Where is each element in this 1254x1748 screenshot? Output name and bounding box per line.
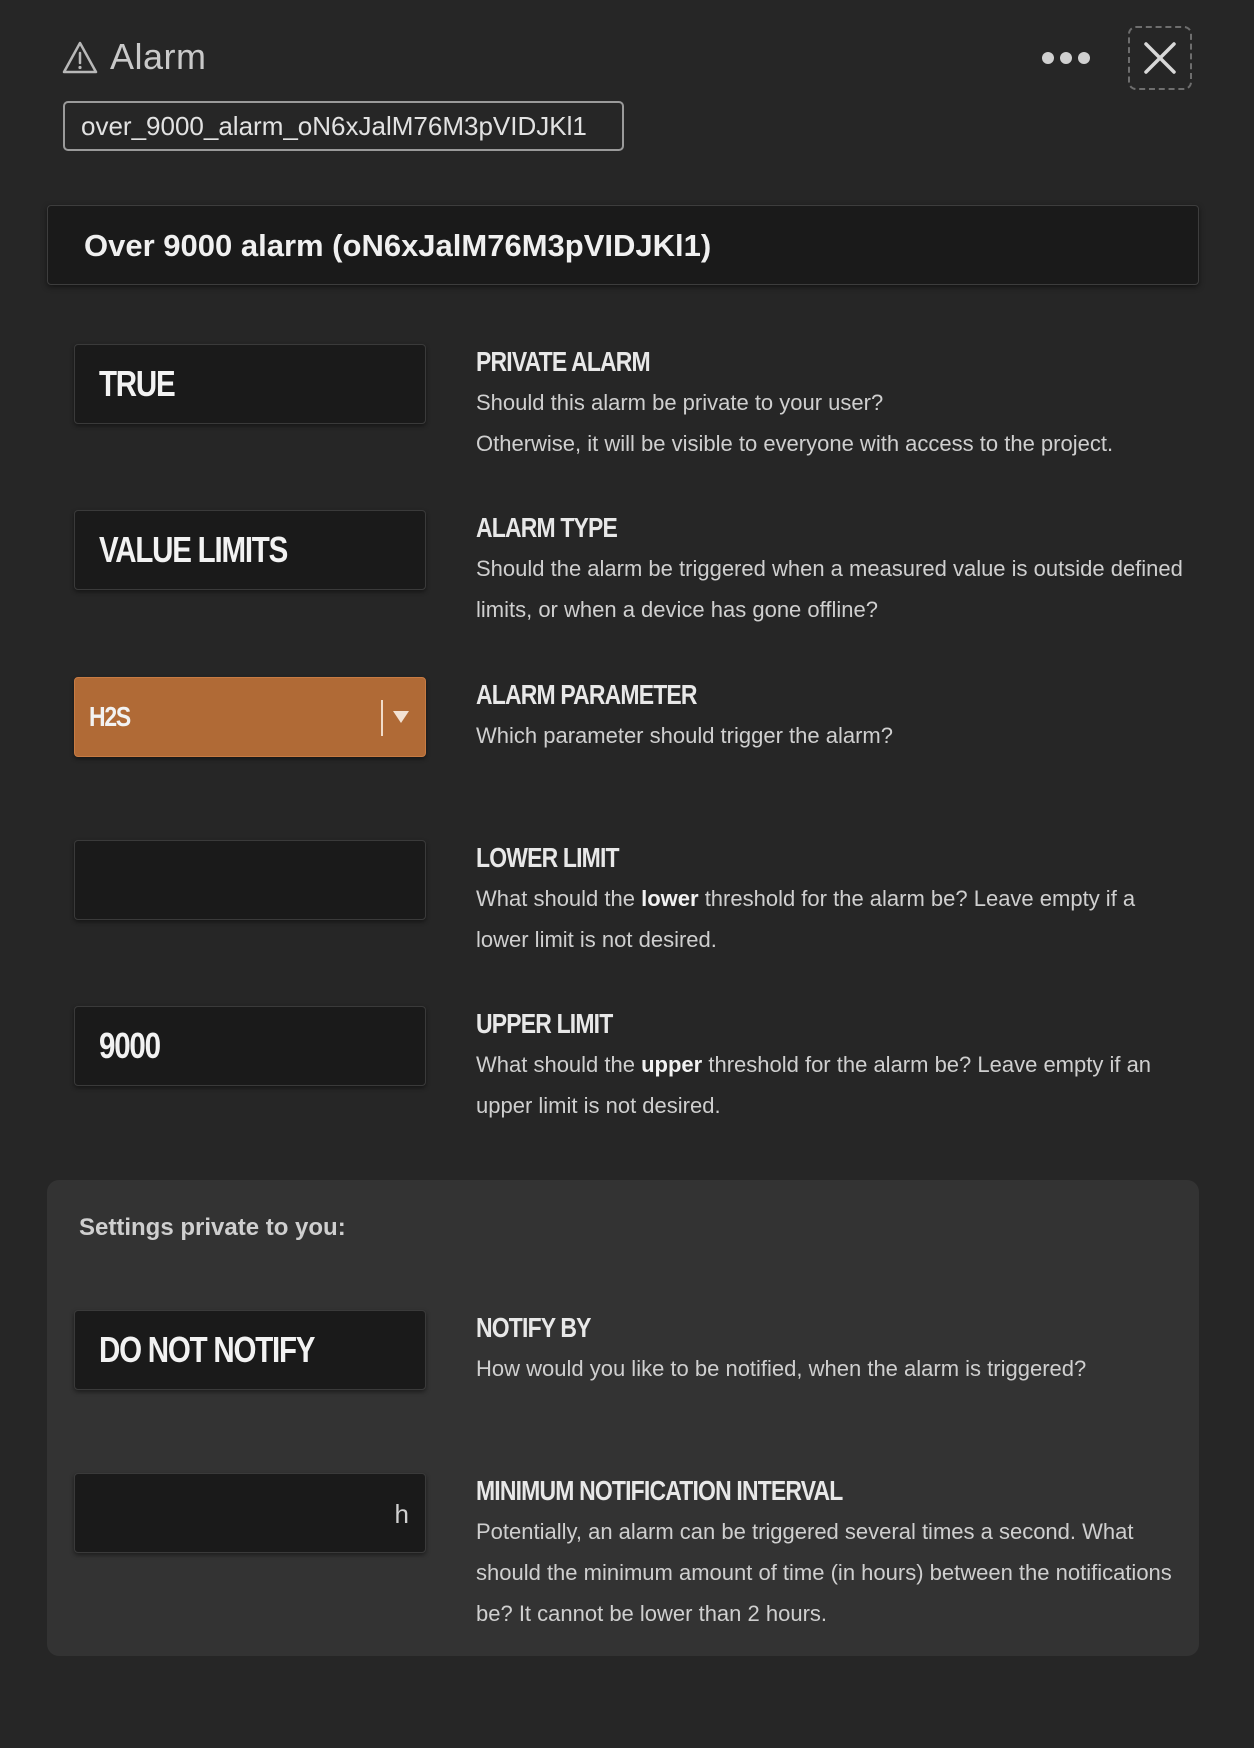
dialog-title: Alarm xyxy=(110,36,207,77)
alarm-parameter-description: Which parameter should trigger the alarm? xyxy=(476,723,893,748)
upper-limit-input[interactable] xyxy=(74,1006,426,1086)
alarm-type-label: ALARM TYPE xyxy=(476,512,618,543)
notification-interval-input[interactable] xyxy=(74,1473,426,1553)
alarm-name: Over 9000 alarm (oN6xJalM76M3pVIDJKl1) xyxy=(84,228,712,263)
notify-by-description: How would you like to be notified, when the alarm is triggered? xyxy=(476,1356,1087,1381)
alarm-id-input[interactable] xyxy=(63,101,624,151)
more-horizontal-icon xyxy=(1042,52,1054,64)
private-alarm-toggle[interactable] xyxy=(74,344,426,424)
lower-desc-pre: What should the xyxy=(476,886,642,911)
private-alarm-desc-2: Otherwise, it will be visible to everyone with access to the project. xyxy=(476,431,1114,456)
upper-limit-value: 9000 xyxy=(99,1025,160,1066)
upper-desc-bold: upper xyxy=(641,1052,703,1077)
private-alarm-info xyxy=(476,344,1192,464)
hours-unit: h xyxy=(394,1499,409,1529)
notify-by-info xyxy=(476,1310,1192,1389)
upper-desc-post: threshold for the alarm be? Leave empty if an upper limit is not desired. xyxy=(476,1052,1152,1118)
upper-limit-label: UPPER LIMIT xyxy=(476,1008,613,1039)
alarm-name-bar[interactable] xyxy=(47,205,1199,285)
upper-limit-info xyxy=(476,1006,1192,1126)
private-alarm-description xyxy=(476,382,1192,464)
private-alarm-label: PRIVATE ALARM xyxy=(476,346,650,377)
more-dot xyxy=(1078,52,1090,64)
private-settings-title: Settings private to you: xyxy=(79,1214,346,1241)
more-dot xyxy=(1060,52,1072,64)
close-icon xyxy=(1143,41,1177,75)
alarm-type-description: Should the alarm be triggered when a measured value is outside defined limits, or when a device has gone offline? xyxy=(476,556,1183,622)
more-options-button[interactable] xyxy=(1036,38,1096,78)
warning-triangle-icon xyxy=(62,40,98,76)
alarm-parameter-info xyxy=(476,677,1192,756)
notification-interval-label: MINIMUM NOTIFICATION INTERVAL xyxy=(476,1475,843,1506)
lower-limit-label: LOWER LIMIT xyxy=(476,842,619,873)
notification-interval-info xyxy=(476,1473,1192,1634)
private-alarm-value: TRUE xyxy=(99,363,175,404)
notify-by-toggle[interactable] xyxy=(74,1310,426,1390)
dialog-header xyxy=(62,34,1192,94)
private-alarm-desc-1: Should this alarm be private to your user? xyxy=(476,390,884,415)
notify-by-label: NOTIFY BY xyxy=(476,1312,591,1343)
lower-limit-description xyxy=(476,878,1192,960)
alarm-type-value: VALUE LIMITS xyxy=(99,529,288,570)
lower-limit-input[interactable] xyxy=(74,840,426,920)
alarm-parameter-label: ALARM PARAMETER xyxy=(476,679,697,710)
lower-desc-bold: lower xyxy=(641,886,699,911)
chevron-down-icon xyxy=(393,711,409,723)
upper-desc-pre: What should the xyxy=(476,1052,642,1077)
lower-limit-info xyxy=(476,840,1192,960)
close-button[interactable] xyxy=(1128,26,1192,90)
select-divider xyxy=(381,700,383,736)
alarm-type-toggle[interactable] xyxy=(74,510,426,590)
upper-limit-description xyxy=(476,1044,1192,1126)
alarm-type-info xyxy=(476,510,1192,630)
alarm-parameter-select[interactable] xyxy=(74,677,426,757)
alarm-parameter-value: H2S xyxy=(89,701,130,732)
lower-desc-post: threshold for the alarm be? Leave empty if a lower limit is not desired. xyxy=(476,886,1136,952)
notification-interval-description: Potentially, an alarm can be triggered several times a second. What should the minimum amount of time (in hours) between the notifications be? It cannot be lower than 2 hours. xyxy=(476,1519,1172,1626)
notify-by-value: DO NOT NOTIFY xyxy=(99,1329,315,1370)
